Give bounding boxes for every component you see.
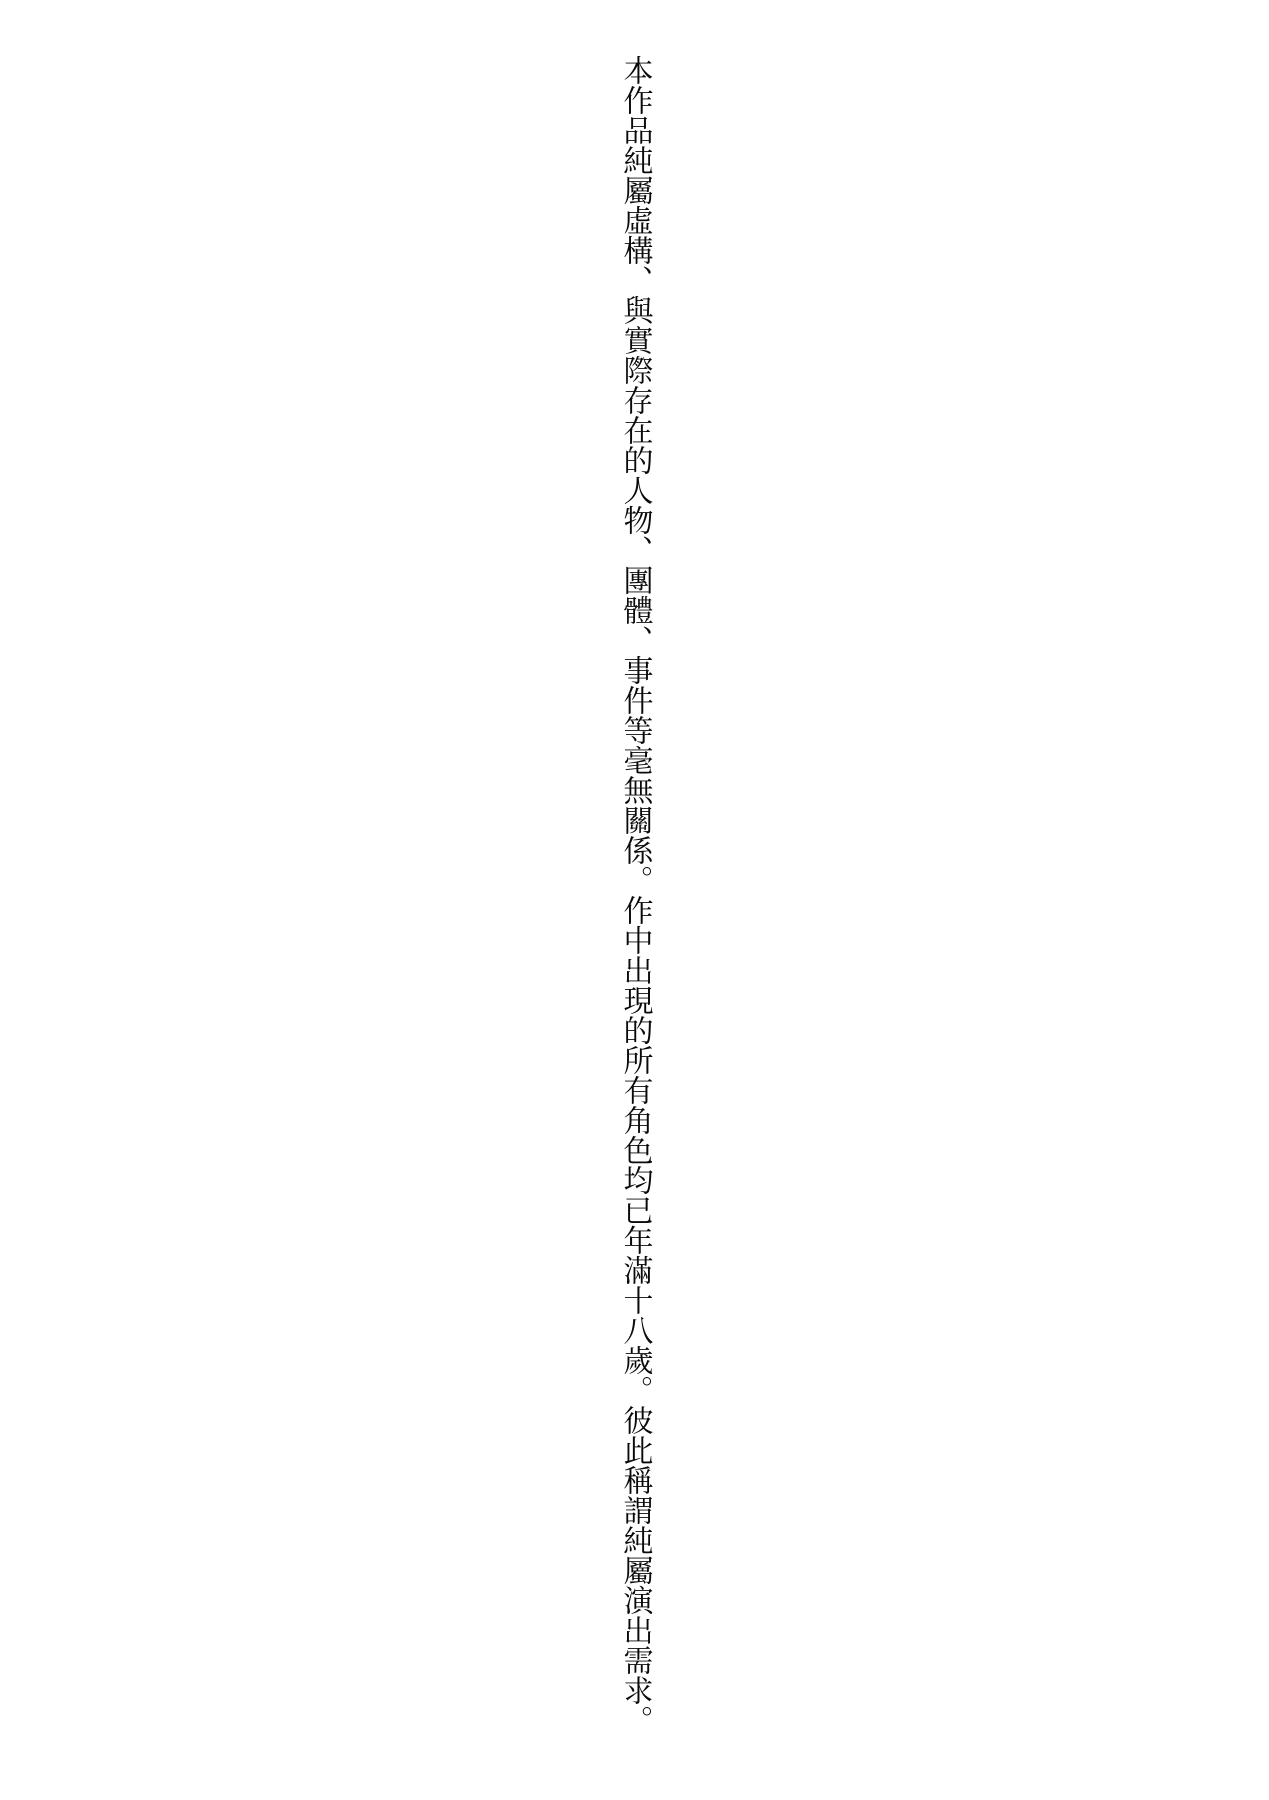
disclaimer-text: 本作品純屬虛構、與實際存在的人物、團體、事件等毫無關係。作中出現的所有角色均已年滿十八歲。彼此稱謂純屬演出需求。: [617, 55, 653, 1735]
